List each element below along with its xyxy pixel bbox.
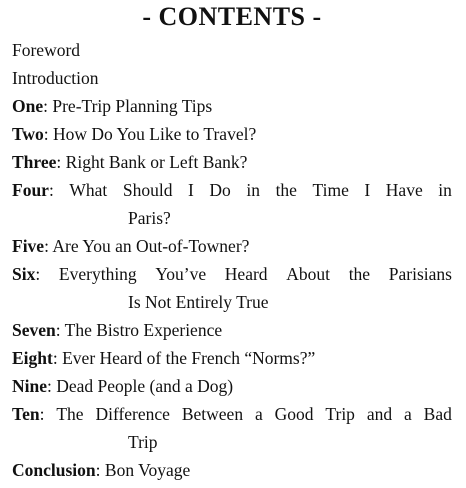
separator: : bbox=[44, 236, 53, 256]
separator: : bbox=[52, 348, 63, 368]
toc-entry-continuation: Is Not Entirely True bbox=[128, 292, 269, 312]
separator: : bbox=[43, 96, 53, 116]
toc-word: Between bbox=[181, 404, 244, 424]
toc-word: The bbox=[56, 404, 84, 424]
separator: : bbox=[48, 180, 54, 200]
chapter-number: Ten bbox=[12, 404, 40, 424]
toc-word: the bbox=[275, 180, 297, 200]
toc-word: Time bbox=[312, 180, 349, 200]
toc-entry-four[interactable] bbox=[12, 176, 452, 232]
toc-word: Should bbox=[122, 180, 173, 200]
toc-word: You’ve bbox=[155, 264, 207, 284]
toc-entry-three[interactable] bbox=[12, 148, 452, 176]
toc-word: Do bbox=[209, 180, 231, 200]
toc-word: Good bbox=[274, 404, 314, 424]
toc-entry-text: Bon Voyage bbox=[104, 460, 191, 480]
toc-word: a bbox=[404, 404, 412, 424]
chapter-number: Seven bbox=[12, 320, 56, 340]
chapter-number: Three bbox=[12, 152, 57, 172]
toc-entry-first-line bbox=[12, 400, 452, 428]
chapter-number: Four bbox=[12, 180, 49, 200]
toc-entry-one[interactable] bbox=[12, 92, 452, 120]
toc-entry-text: The Bistro Experience bbox=[64, 320, 223, 340]
toc-word: What bbox=[69, 180, 108, 200]
toc-entry-two[interactable] bbox=[12, 120, 452, 148]
toc-word: I bbox=[364, 180, 371, 200]
toc-word: Trip bbox=[325, 404, 355, 424]
toc-entry-text: Are You an Out-of-Towner? bbox=[52, 236, 250, 256]
page-title: - CONTENTS - bbox=[142, 2, 322, 31]
toc-word: a bbox=[254, 404, 263, 424]
toc-entry-five[interactable] bbox=[12, 232, 452, 260]
toc-entry-foreword[interactable] bbox=[12, 36, 452, 64]
toc-word: in bbox=[438, 180, 452, 200]
toc-word: in bbox=[246, 180, 260, 200]
toc-entry-seven[interactable] bbox=[12, 316, 452, 344]
toc-entry-text: Foreword bbox=[12, 40, 81, 60]
separator: : bbox=[39, 404, 45, 424]
toc-entry-first-line bbox=[12, 260, 452, 288]
toc-word: I bbox=[188, 180, 194, 200]
toc-entry-text: Ever Heard of the French “Norms?” bbox=[62, 348, 316, 368]
chapter-number: Eight bbox=[12, 348, 53, 368]
chapter-number: Six bbox=[12, 264, 36, 284]
toc-word: Difference bbox=[95, 404, 170, 424]
separator: : bbox=[47, 376, 57, 396]
toc-word: About bbox=[286, 264, 330, 284]
chapter-number: Conclusion bbox=[12, 460, 96, 480]
toc-entry-first-line bbox=[12, 176, 452, 204]
toc-word: Heard bbox=[224, 264, 268, 284]
toc-entry-text: Introduction bbox=[12, 68, 99, 88]
toc-entry-continuation: Paris? bbox=[128, 208, 171, 228]
chapter-number: Nine bbox=[12, 376, 47, 396]
toc-word: the bbox=[348, 264, 371, 284]
toc-entry-six[interactable] bbox=[12, 260, 452, 316]
toc-entry-conclusion[interactable] bbox=[12, 456, 452, 484]
toc-entry-text: Pre-Trip Planning Tips bbox=[52, 96, 213, 116]
toc-word: Bad bbox=[423, 404, 452, 424]
toc-entry-text: Right Bank or Left Bank? bbox=[65, 152, 248, 172]
separator: : bbox=[56, 152, 66, 172]
chapter-number: Two bbox=[12, 124, 44, 144]
toc-word: Parisians bbox=[388, 264, 452, 284]
toc-entry-nine[interactable] bbox=[12, 372, 452, 400]
toc-word: and bbox=[366, 404, 393, 424]
separator: : bbox=[95, 460, 105, 480]
separator: : bbox=[43, 124, 54, 144]
chapter-number: Five bbox=[12, 236, 45, 256]
chapter-number: One bbox=[12, 96, 44, 116]
toc-entry-ten[interactable] bbox=[12, 400, 452, 456]
toc-word: Have bbox=[385, 180, 423, 200]
separator: : bbox=[35, 264, 41, 284]
toc-entry-text: Dead People (and a Dog) bbox=[56, 376, 234, 396]
toc-entry-introduction[interactable] bbox=[12, 64, 452, 92]
toc-word: Everything bbox=[58, 264, 137, 284]
toc-entry-text: How Do You Like to Travel? bbox=[53, 124, 257, 144]
separator: : bbox=[55, 320, 65, 340]
table-of-contents bbox=[12, 36, 452, 484]
toc-entry-continuation: Trip bbox=[128, 432, 158, 452]
toc-entry-eight[interactable] bbox=[12, 344, 452, 372]
